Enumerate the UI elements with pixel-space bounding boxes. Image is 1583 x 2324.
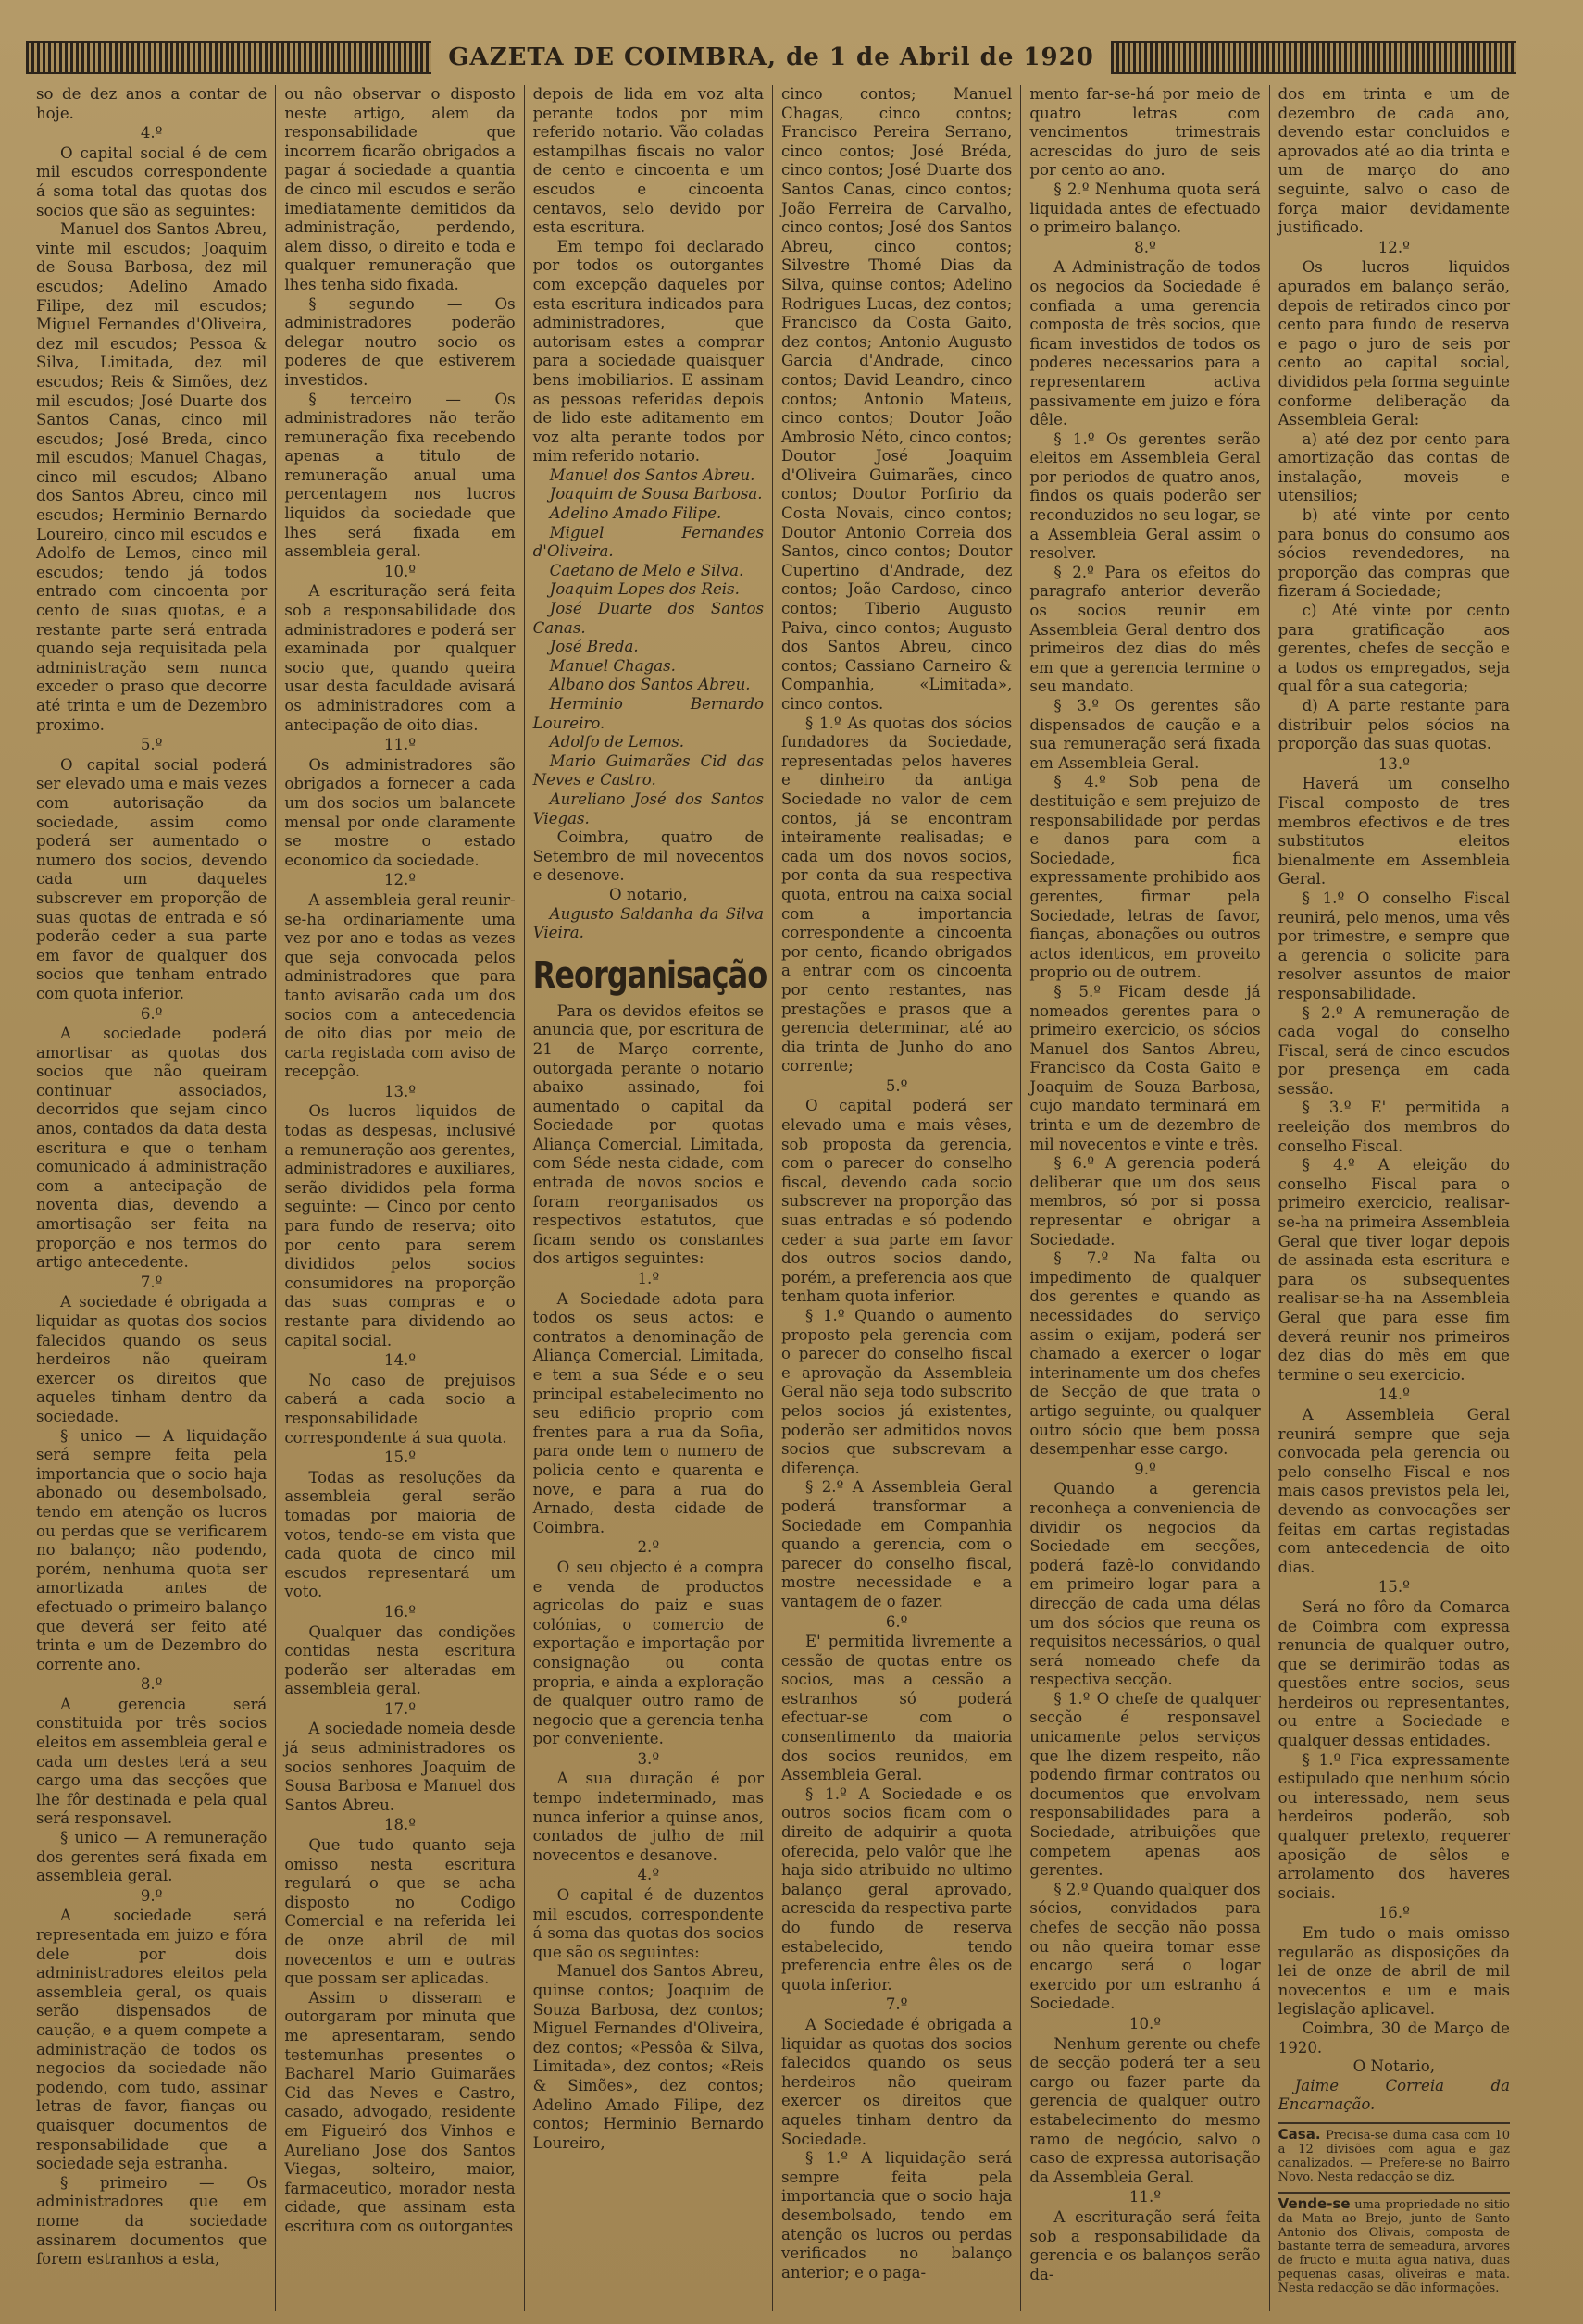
article-number: 4.º <box>140 124 163 143</box>
signature-name: José Breda. <box>549 638 639 656</box>
article-number: 16.º <box>1377 1904 1410 1922</box>
paragraph: A sociedade é obrigada a liquidar as quotas dos socios falecidos quando os seus herdeiros não queiram exercer os direitos que aqueles tinham dentro da sociedade. <box>36 1293 268 1425</box>
masthead-ornament-left <box>26 41 431 74</box>
article-number: 11.º <box>383 736 417 754</box>
signature-name: José Duarte dos Santos Canas. <box>532 600 764 637</box>
paragraph: § 4.º A eleição do conselho Fiscal para o primeiro exercicio, realisar-se-ha na primeira Assembleia Geral que tiver logar depois de assinada esta escritura e para os subsequentes realisar-se-ha na Assembleia Geral que para esse fim deverá reunir nos primeiros dez dias do mês em que termine o seu exercicio. <box>1278 1156 1510 1384</box>
signature-name: Miguel Fernandes d'Oliveira. <box>532 523 764 561</box>
paragraph: § unico — A liquidação será sempre feita pela importancia que o socio haja abonado ou desembolsado, tendo em atenção os lucros ou perdas que se verificarem no balanço; não podendo, porém, nenhuma quota ser amortizada antes de efectuado o primeiro balanço que deverá ser feito até trinta e um de Dezembro do corrente ano. <box>36 1426 268 1673</box>
signature-list <box>533 905 764 943</box>
classified-ad-text: uma propriedade no sitio da Mata ao Brejo, junto de Santo Antonio dos Olivais, composta de bastante terra de semeadura, arvores de fructo e muita agua nativa, duas pequenas casas, oliveiras e mata. Nesta redacção se dão informações. <box>1278 2197 1510 2295</box>
signature-name: Augusto Saldanha da Silva Vieira. <box>532 904 764 942</box>
paragraph: O capital poderá ser elevado uma e mais vêses, sob proposta da gerencia, com o parecer do conselho fiscal, devendo cada socio subscrever na proporção das suas entradas e só podendo ceder a sua parte em favor dos outros socios dando, porém, a preferencia aos que tenham quota inferior. <box>781 1097 1013 1306</box>
signature-name: Albano dos Santos Abreu. <box>549 676 751 694</box>
article-number: 5.º <box>140 736 163 754</box>
article-number: 6.º <box>140 1004 163 1023</box>
signature-name: Manuel dos Santos Abreu. <box>549 466 755 484</box>
paragraph: § 1.º O chefe de qualquer secção é responsavel unicamente pelos serviços que lhe dizem respeito, não podendo firmar contratos ou documentos que envolvam responsabilidades para a Sociedade, atribuições que competem apenas aos gerentes. <box>1029 1689 1261 1880</box>
paragraph: Para os devidos efeitos se anuncia que, por escritura de 21 de Março corrente, outorgada perante o notario abaixo assinado, foi aumentado o capital da Sociedade por quotas Aliança Comercial, Limitada, com Séde nesta cidade, com entrada de novos socios e foram reorganisados os respectivos estatutos, que ficam sendo os constantes dos artigos seguintes: <box>532 1001 764 1268</box>
paragraph: § 2.º A remuneração de cada vogal do conselho Fiscal, será de cinco escudos por presença em cada sessão. <box>1278 1003 1510 1098</box>
paragraph: A escrituração será feita sob a responsabilidade dos administradores e poderá ser examinada por qualquer socio que, quando queira usar desta faculdade avisará os administradores com a antecipação de oito dias. <box>284 582 516 734</box>
paragraph: Coimbra, quatro de Setembro de mil novecentos e desenove. <box>532 828 764 885</box>
notary-label: O Notario, <box>1352 2057 1436 2076</box>
paragraph: A Sociedade adota para todos os seus actos: e contratos a denominação de Aliança Comercial, Limitada, e tem a sua Séde e o seu principal estabelecimento no seu edificio proprio com frentes para a rua da Sofia, para onde tem o numero de policia cento e quarenta e nove, e para a rua do Arnado, desta cidade de Coimbra. <box>532 1289 764 1536</box>
paragraph: A gerencia será constituida por três socios eleitos em assembleia geral e cada um destes terá a seu cargo uma das secções que lhe fôr destinada e pela qual será responsavel. <box>36 1695 268 1828</box>
classified-ad <box>1278 2122 1510 2184</box>
article-number: 2.º <box>637 1538 660 1557</box>
paragraph: Quando a gerencia reconheça a conveniencia de dividir os negocios da Sociedade em secções, poderá fazê-lo convidando em primeiro logar para a direcção de cada uma délas um dos sócios que reuna os requisitos necessários, o qual será nomeado chefe da respectiva secção. <box>1029 1480 1261 1689</box>
paragraph: c) Até vinte por cento para gratificação aos gerentes, chefes de secção e a todos os empregados, seja qual fôr a sua categoria; <box>1278 602 1510 696</box>
signature-name: Adelino Amado Filipe. <box>549 504 722 523</box>
signature-name: Aureliano José dos Santos Viegas. <box>532 789 764 827</box>
paragraph: § 4.º Sob pena de destituição e sem prejuizo de responsabilidade por perdas e danos para com a Sociedade, fica expressamente prohibido aos gerentes, firmar pela Sociedade, letras de favor, fianças, abonações ou outros actos identicos, em proveito proprio ou de outrem. <box>1029 773 1261 982</box>
signature-name: Adolfo de Lemos. <box>549 733 685 752</box>
notary-label: O notario, <box>609 885 688 903</box>
article-number: 15.º <box>383 1448 417 1467</box>
paragraph: Haverá um conselho Fiscal composto de tres membros efectivos e de tres substitutos eleitos bienalmente em Assembleia Geral. <box>1278 775 1510 889</box>
paragraph: Os lucros liquidos apurados em balanço serão, depois de retirados cinco por cento para fundo de reserva e pago o juro de seis por cento ao capital social, divididos pela forma seguinte conforme deliberação da Assembleia Geral: <box>1278 258 1510 429</box>
paragraph: § 3.º E' permitida a reeleição dos membros do conselho Fiscal. <box>1278 1099 1510 1155</box>
signature-name: Caetano de Melo e Silva. <box>549 561 744 579</box>
paragraph: dos em trinta e um de dezembro de cada ano, devendo estar concluidos e aprovados até ao dia trinta e um de março do ano seguinte, salvo o caso de força maior devidamente justificado. <box>1278 85 1510 237</box>
paragraph: § primeiro — Os administradores que em nome da sociedade assinarem documentos que forem estranhos a esta, <box>36 2173 268 2268</box>
paragraph: Todas as resoluções da assembleia geral serão tomadas por maioria de votos, tendo-se em vista que cada quota de cinco mil escudos representará um voto. <box>284 1468 516 1601</box>
paragraph: Os lucros liquidos de todas as despesas, inclusivé a remuneração aos gerentes, administradores e auxiliares, serão divididos pela forma seguinte: — Cinco por cento para fundo de reserva; oito por cento para serem divididos pelos socios consumidores na proporção das suas compras e o restante para dividendo ao capital social. <box>284 1102 516 1349</box>
paragraph: Manuel dos Santos Abreu, quinse contos; Joaquim de Souza Barbosa, dez contos; Miguel Fernandes d'Oliveira, dez contos; «Pessôa & Silva, Limitada», dez contos; «Reis & Simões», dez contos; Adelino Amado Filipe, dez contos; Herminio Bernardo Loureiro, <box>532 1962 764 2152</box>
paragraph: mento far-se-há por meio de quatro letras com vencimentos trimestrais acrescidas do juro de seis por cento ao ano. <box>1029 85 1261 180</box>
column-2 <box>276 85 524 2311</box>
paragraph: § unico — A remuneração dos gerentes será fixada em assembleia geral. <box>36 1829 268 1885</box>
article-number: 8.º <box>140 1675 163 1694</box>
paragraph: § 1.º Fica expressamente estipulado que nenhum sócio ou interessado, nem seus herdeiros poderão, sob qualquer pretexto, requerer aposição de sêlos e arrolamento dos haveres sociais. <box>1278 1750 1510 1902</box>
article-number: 14.º <box>1377 1386 1410 1404</box>
paragraph: cinco contos; Manuel Chagas, cinco contos; Francisco Pereira Serrano, cinco contos; José Bréda, cinco contos; José Duarte dos Santos Canas, cinco contos; João Ferreira de Carvalho, cinco contos; José dos Santos Abreu, cinco contos; Silvestre Thomé Dias da Silva, quinse contos; Adelino Rodrigues Lucas, dez contos; Francisco da Costa Gaito, dez contos; Antonio Augusto Garcia d'Andrade, cinco contos; David Leandro, cinco contos; Antonio Mateus, cinco contos; Doutor João Ambrosio Néto, cinco contos; Doutor José Joaquim d'Oliveira Guimarães, cinco contos; Doutor Porfirio da Costa Novais, cinco contos; Doutor Antonio Correia dos Santos, cinco contos; Doutor Cupertino d'Andrade, dez contos; João Cardoso, cinco contos; Tiberio Augusto Paiva, cinco contos; Augusto dos Santos Abreu, cinco contos; Cassiano Carneiro & Companhia, «Limitada», cinco contos. <box>781 85 1013 713</box>
signature-name: Joaquim Lopes dos Reis. <box>549 580 740 599</box>
article-number: 6.º <box>885 1612 908 1631</box>
masthead <box>26 33 1516 81</box>
paragraph: A sociedade será representada em juizo e fóra dele por dois administradores eleitos pela assembleia geral, os quais serão dispensados de caução, e a quem compete a administração de todos os negocios da sociedade não podendo, com tudo, assinar letras de favor, fianças ou quaisquer documentos de responsabilidade que a sociedade seja estranha. <box>36 1907 268 2173</box>
article-number: 10.º <box>1128 2014 1162 2032</box>
paragraph: § 1.º Quando o aumento proposto pela gerencia com o parecer do conselho fiscal e aprovação da Assembleia Geral não seja todo subscrito pelos socios já existentes, poderão ser admitidos novos socios que subscrevam a diferença. <box>781 1307 1013 1477</box>
article-number: 3.º <box>637 1749 660 1768</box>
article-number: 11.º <box>1128 2188 1162 2206</box>
article-number: 7.º <box>140 1273 163 1291</box>
paragraph: A sociedade poderá amortisar as quotas dos socios que não queiram continuar associados, decorridos que sejam cinco anos, contados da data desta escritura e que o tenham comunicado á administração com a antecipação de noventa dias, devendo a amortisação ser feita na proporção e nos termos do artigo antecedente. <box>36 1025 268 1272</box>
article-columns <box>28 85 1518 2311</box>
paragraph: a) até dez por cento para amortização das contas de instalação, moveis e utensilios; <box>1278 429 1510 505</box>
article-number: 18.º <box>383 1816 417 1834</box>
paragraph: Coimbra, 30 de Março de 1920. <box>1278 2019 1510 2057</box>
article-number: 15.º <box>1377 1578 1410 1597</box>
paragraph: d) A parte restante para distribuir pelos sócios na proporção das suas quotas. <box>1278 697 1510 753</box>
paragraph: O capital social é de cem mil escudos correspondente á soma total das quotas dos socios que são as seguintes: <box>36 143 268 219</box>
paragraph: Em tempo foi declarado por todos os outorgantes com excepção daqueles por esta escritura indicados para administradores, que autorisam estes a comprar para a sociedade quaisquer bens imobiliarios. E assinam as pessoas referidas depois de lido este aditamento em voz alta perante todos por mim referido notario. <box>532 237 764 466</box>
paragraph: § 2.º A Assembleia Geral poderá transformar a Sociedade em Companhia quando a gerencia, com o parecer do conselho fiscal, mostre necessidade e a vantagem de o fazer. <box>781 1478 1013 1610</box>
paragraph: A sua duração é por tempo indeterminado, mas nunca inferior a quinse anos, contados de julho de mil novecentos e desanove. <box>532 1770 764 1864</box>
paragraph: § 6.º A gerencia poderá deliberar que um dos seus membros, só por si possa representar e obrigar a Sociedade. <box>1029 1154 1261 1249</box>
column-1 <box>28 85 276 2311</box>
paragraph: Nenhum gerente ou chefe de secção poderá ter a seu cargo ou fazer parte da gerencia de qualquer outro estabelecimento do mesmo ramo de negócio, salvo o caso de expressa autorisação da Assembleia Geral. <box>1029 2034 1261 2186</box>
column-5 <box>1021 85 1269 2311</box>
paragraph: depois de lida em voz alta perante todos por mim referido notario. Vão coladas estampilhas fiscais no valor de cento e cincoenta e um escudos e cincoenta centavos, selo devido por esta escritura. <box>532 85 764 237</box>
classified-ad-keyword: Vende-se <box>1278 2194 1351 2212</box>
paragraph: Manuel dos Santos Abreu, vinte mil escudos; Joaquim de Sousa Barbosa, dez mil escudos; Adelino Amado Filipe, dez mil escudos; Miguel Fernandes d'Oliveira, dez mil escudos; Pessoa & Silva, Limitada, dez mil escudos; Reis & Simões, dez mil escudos; José Duarte dos Santos Canas, cinco mil escudos; José Breda, cinco mil escudos; Manuel Chagas, cinco mil escudos; Albano dos Santos Abreu, cinco mil escudos; Herminio Bernardo Loureiro, cinco mil escudos e Adolfo de Lemos, cinco mil escudos; tendo já todos entrado com cincoenta por cento de suas quotas, e a restante parte será entrada quando seja requisitada pela administração sem nunca exceder o praso que decorre até trinta e um de Dezembro proximo. <box>36 220 268 734</box>
article-number: 12.º <box>383 871 417 889</box>
article-number: 4.º <box>637 1866 660 1884</box>
paragraph: § 1.º A Sociedade e os outros socios ficam com o direito de adquirir a quota oferecida, pelo valôr que lhe haja sido atribuido no ultimo balanço geral aprovado, acrescida da respectiva parte do fundo de reserva estabelecido, tendo preferencia entre êles os de quota inferior. <box>781 1784 1013 1994</box>
paragraph: Será no fôro da Comarca de Coimbra com expressa renuncia de qualquer outro, que se derimirão todas as questões entre socios, seus herdeiros ou representantes, ou entre a Sociedade e qualquer dessas entidades. <box>1278 1597 1510 1750</box>
paragraph: ou não observar o disposto neste artigo, alem da responsabilidade que incorrem ficarão obrigados a pagar á sociedade a quantia de cinco mil escudos e serão imediatamente demitidos da administração, perdendo, alem disso, o direito e toda e qualquer remuneração que lhes tenha sido fixada. <box>284 85 516 293</box>
article-number: 9.º <box>1134 1460 1156 1478</box>
signature-name: Manuel Chagas. <box>549 656 676 675</box>
paragraph: § 5.º Ficam desde já nomeados gerentes para o primeiro exercicio, os sócios Manuel dos Santos Abreu, Francisco da Costa Gaito e Joaquim de Souza Barbosa, cujo mandato terminará em trinta e um de dezembro de mil novecentos e vinte e três. <box>1029 982 1261 1153</box>
paragraph: No caso de prejuisos caberá a cada socio a responsabilidade correspondente á sua quota. <box>284 1371 516 1447</box>
article-number: 12.º <box>1377 238 1410 256</box>
article-number: 7.º <box>885 1995 908 2014</box>
paragraph: O capital é de duzentos mil escudos, correspondente á soma das quotas dos socios que são os seguintes: <box>532 1886 764 1961</box>
signature-name: Joaquim de Sousa Barbosa. <box>549 485 763 503</box>
column-6 <box>1270 85 1518 2311</box>
paragraph: § 2.º Para os efeitos do paragrafo anterior deverão os socios reunir em Assembleia Geral dentro dos primeiros dez dias do mês em que a gerencia termine o seu mandato. <box>1029 563 1261 696</box>
paragraph: § 1.º A liquidação será sempre feita pela importancia que o socio haja desembolsado, tendo em atenção os lucros ou perdas verificados no balanço anterior; e o paga- <box>781 2149 1013 2281</box>
paragraph: A Administração de todos os negocios da Sociedade é confiada a uma gerencia composta de três socios, que ficam investidos de todos os poderes necessarios para a representarem activa passivamente em juizo e fóra dêle. <box>1029 258 1261 429</box>
paragraph: § terceiro — Os administradores não terão remuneração fixa recebendo apenas a titulo de remuneração anual uma percentagem nos lucros liquidos da sociedade que lhes será fixada em assembleia geral. <box>284 390 516 561</box>
paragraph: A Sociedade é obrigada a liquidar as quotas dos socios falecidos quando os seus herdeiros não queiram exercer os direitos que aqueles tinham dentro da Sociedade. <box>781 2015 1013 2148</box>
paragraph: A sociedade nomeia desde já seus administradores os socios senhores Joaquim de Sousa Barbosa e Manuel dos Santos Abreu. <box>284 1720 516 1814</box>
paragraph: b) até vinte por cento para bonus do consumo aos sócios revendedores, na proporção das compras que fizeram á Sociedade; <box>1278 506 1510 601</box>
article-number: 13.º <box>383 1082 417 1100</box>
paragraph: § 1.º As quotas dos sócios fundadores da Sociedade, representadas pelos haveres e dinheiro da antiga Sociedade no valor de cem contos, já se encontram inteiramente realisadas; e cada um dos novos socios, por conta da sua respectiva quota, entrou na caixa social com a importancia correspondente a cincoenta por cento, ficando obrigados a entrar com os cincoenta por cento restantes, nas prestações e prasos que a gerencia determinar, até ao dia trinta de Junho do ano corrente; <box>781 714 1013 1075</box>
paragraph: Os administradores são obrigados a fornecer a cada um dos socios um balancete mensal por onde claramente se mostre o estado economico da sociedade. <box>284 755 516 869</box>
paragraph: § 1.º O conselho Fiscal reunirá, pelo menos, uma vês por trimestre, e sempre que a gerencia o solicite para resolver assuntos de maior responsabilidade. <box>1278 889 1510 1002</box>
paragraph: § 1.º Os gerentes serão eleitos em Assembleia Geral por periodos de quatro anos, findos os quais poderão ser reconduzidos no seu logar, se a Assembleia Geral assim o resolver. <box>1029 429 1261 563</box>
signature-list <box>533 466 764 828</box>
paragraph: § 2.º Quando qualquer dos sócios, convidados para chefes de secção não possa ou não queira tomar esse encargo será o logar exercido por um estranho á Sociedade. <box>1029 1880 1261 2013</box>
article-number: 5.º <box>885 1076 908 1095</box>
signature-list <box>1278 2077 1510 2115</box>
classified-ad-keyword: Casa. <box>1278 2125 1321 2143</box>
masthead-ornament-right <box>1111 41 1516 74</box>
paragraph: § segundo — Os administradores poderão delegar noutro socio os poderes de que estiverem investidos. <box>284 294 516 389</box>
paragraph: so de dez anos a contar de hoje. <box>36 85 268 122</box>
article-number: 10.º <box>383 562 417 580</box>
article-number: 14.º <box>383 1351 417 1370</box>
signature-name: Jaime Correia da Encarnação. <box>1278 2076 1510 2114</box>
article-number: 13.º <box>1377 754 1410 773</box>
column-3 <box>525 85 773 2311</box>
signature-name: Herminio Bernardo Loureiro. <box>532 695 764 732</box>
paragraph: A escrituração será feita sob a responsabilidade da gerencia e os balanços serão da- <box>1029 2207 1261 2283</box>
article-number: 16.º <box>383 1602 417 1621</box>
paragraph: § 7.º Na falta ou impedimento de qualquer dos gerentes e quando as necessidades do serviço assim o exijam, poderá ser chamado a exercer o logar interinamente um dos chefes de Secção de que trata o artigo seguinte, ou qualquer outro sócio que bem possa desempenhar esse cargo. <box>1029 1249 1261 1459</box>
article-number: 17.º <box>383 1699 417 1718</box>
paragraph: Que tudo quanto seja omisso nesta escritura regulará o que se acha disposto no Codigo Comercial e na referida lei de onze abril de mil novecentos e um e outras que possam ser aplicadas. <box>284 1836 516 1988</box>
column-4 <box>773 85 1021 2311</box>
article-number: 8.º <box>1134 238 1156 256</box>
section-headline: Reorganisação <box>532 951 767 997</box>
paragraph: § 3.º Os gerentes são dispensados de caução e a sua remuneração será fixada em Assembleia Geral. <box>1029 697 1261 772</box>
classified-ad-text: Precisa-se duma casa com 10 a 12 divisões com agua e gaz canalizados. — Prefere-se no Bairro Novo. Nesta redacção se diz. <box>1278 2128 1510 2184</box>
paragraph: A Assembleia Geral reunirá sempre que seja convocada pela gerencia ou pelo conselho Fiscal e nos mais casos previstos pela lei, devendo as convocações ser feitas em cartas registadas com antecedencia de oito dias. <box>1278 1405 1510 1576</box>
paragraph: Assim o disseram e outorgaram por minuta que me apresentaram, sendo testemunhas presentes o Bacharel Mario Guimarães Cid das Neves e Castro, casado, advogado, residente em Figueiró dos Vinhos e Aureliano Jose dos Santos Viegas, solteiro, maior, farmaceutico, morador nesta cidade, que assinam esta escritura com os outorgantes <box>284 1988 516 2235</box>
paragraph: A assembleia geral reunir-se-ha ordinariamente uma vez por ano e todas as vezes que seja convocada pelos administradores que para tanto avisarão cada um dos socios com a antecedencia de oito dias por meio de carta registada com aviso de recepção. <box>284 890 516 1081</box>
article-number: 1.º <box>637 1270 660 1288</box>
article-number: 9.º <box>140 1886 163 1905</box>
page-title: GAZETA DE COIMBRA, de 1 de Abril de 1920 <box>448 43 1094 71</box>
paragraph: Qualquer das condições contidas nesta escritura poderão ser alteradas em assembleia geral. <box>284 1622 516 1698</box>
classified-ad <box>1278 2192 1510 2295</box>
signature-name: Mario Guimarães Cid das Neves e Castro. <box>532 752 764 789</box>
paragraph: Em tudo o mais omisso regularão as disposições da lei de onze de abril de mil novecentos e um e mais legislação aplicavel. <box>1278 1924 1510 2019</box>
paragraph: § 2.º Nenhuma quota será liquidada antes de efectuado o primeiro balanço. <box>1029 180 1261 237</box>
paragraph: O capital social poderá ser elevado uma e mais vezes com autorisação da sociedade, assim como poderá ser aumentado o numero dos socios, devendo cada um daqueles subscrever em proporção de suas quotas de entrada e só poderão ceder a sua parte em favor de qualquer dos socios que tenham entrado com quota inferior. <box>36 755 268 1002</box>
paragraph: O seu objecto é a compra e venda de productos agricolas do paiz e suas colónias, o comercio de exportação e importação por consignação ou conta propria, e ainda a exploração de qualquer outro ramo de negocio que a gerencia tenha por conveniente. <box>532 1558 764 1748</box>
paragraph: E' permitida livremente a cessão de quotas entre os socios, mas a cessão a estranhos só poderá efectuar-se com o consentimento da maioria dos socios reunidos, em Assembleia Geral. <box>781 1633 1013 1784</box>
